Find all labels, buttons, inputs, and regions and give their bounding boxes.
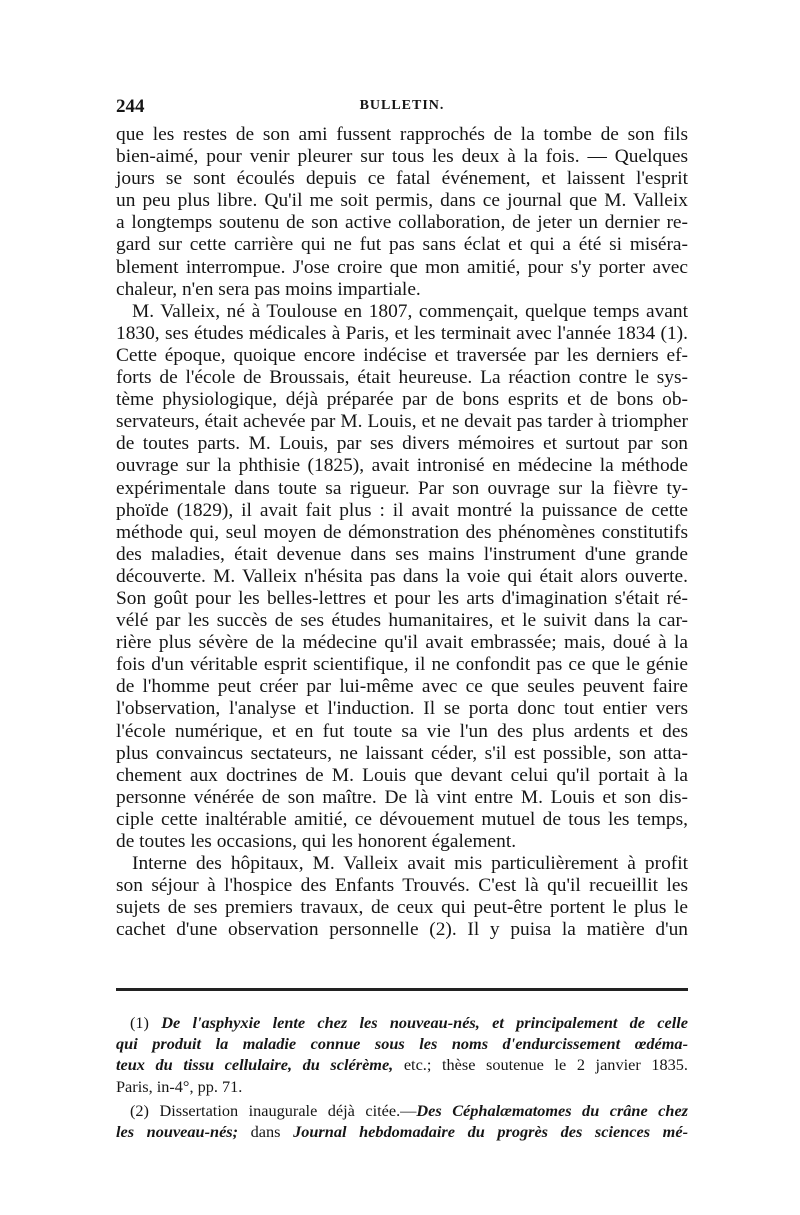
text-line: méthode qui, seul moyen de démonstration des phénomènes constitutifs bbox=[116, 521, 688, 543]
text-line: l'école numérique, et en fut toute sa vie l'un des plus ardents et des bbox=[116, 720, 688, 742]
text-line: découverte. M. Valleix n'hésita pas dans la voie qui était alors ouverte. bbox=[116, 565, 688, 587]
text-line: 1830, ses études médicales à Paris, et les terminait avec l'année 1834 (1). bbox=[116, 322, 688, 344]
footnote-1-line bbox=[116, 1054, 688, 1075]
footnote-marker: (1) bbox=[130, 1013, 149, 1032]
text-line: forts de l'école de Broussais, était heureuse. La réaction contre le sys- bbox=[116, 367, 688, 389]
footnote-italic-text: les nouveau-nés; bbox=[116, 1121, 239, 1141]
text-line: Cette époque, quoique encore indécise et traversée par les derniers ef- bbox=[116, 344, 688, 366]
text-line: de toutes les occasions, qui les honorent également. bbox=[116, 831, 517, 852]
footnotes bbox=[116, 1012, 688, 1142]
text-line: blement interrompue. J'ose croire que mon amitié, pour s'y porter avec bbox=[116, 256, 688, 278]
text-line: ouvrage sur la phthisie (1825), avait intronisé en médecine la méthode bbox=[116, 455, 688, 477]
text-line: Interne des hôpitaux, M. Valleix avait mis particulièrement à profit bbox=[132, 853, 688, 875]
text-line: chaleur, n'en sera pas moins impartiale. bbox=[116, 278, 421, 300]
text-line: rière plus sévère de la médecine qu'il avait embrassée; mais, doué à la bbox=[116, 632, 688, 654]
footnote-text: Dissertation inaugurale déjà citée.— bbox=[159, 1100, 417, 1120]
text-line: tème physiologique, déjà préparée par de bons esprits et de bons ob- bbox=[116, 389, 688, 411]
footnote-text: dans bbox=[238, 1121, 294, 1141]
footnote-italic-text: teux du tissu cellulaire, du sclérème, bbox=[116, 1055, 394, 1075]
footnote-1-line bbox=[116, 1033, 688, 1054]
text-line: de toutes parts. M. Louis, par ses divers mémoires et surtout par son bbox=[116, 433, 688, 455]
text-line: a longtemps soutenu de son active collaboration, de jeter un dernier re- bbox=[116, 212, 688, 234]
text-line: sujets de ses premiers travaux, de ceux qui peut-être portent le plus le bbox=[116, 897, 688, 919]
footnote-1-line: Paris, in-4°, pp. 71. bbox=[116, 1076, 243, 1096]
text-line: bien-aimé, pour venir pleurer sur tous les deux à la fois. — Quelques bbox=[116, 146, 688, 168]
text-line: expérimentale dans toute sa rigueur. Par son ouvrage sur la fièvre ty- bbox=[116, 477, 688, 499]
text-line: Son goût pour les belles-lettres et pour les arts d'imagination s'était ré- bbox=[116, 587, 688, 609]
text-line: chement aux doctrines de M. Louis que devant celui qu'il portait à la bbox=[116, 764, 688, 786]
text-line: servateurs, était achevée par M. Louis, et ne devait pas tarder à triompher bbox=[116, 411, 688, 433]
footnote-divider bbox=[116, 988, 688, 991]
text-line: plus convaincus sectateurs, ne laissant céder, s'il est possible, son atta- bbox=[116, 742, 688, 764]
text-line: personne vénérée de son maître. De là vint entre M. Louis et son dis- bbox=[116, 786, 688, 808]
text-line: M. Valleix, né à Toulouse en 1807, commençait, quelque temps avant bbox=[132, 300, 688, 322]
text-line: de l'homme peut créer par lui-même avec ce que seules peuvent faire bbox=[116, 676, 688, 698]
text-line: son séjour à l'hospice des Enfants Trouvés. C'est là qu'il recueillit les bbox=[116, 875, 688, 897]
text-line: un peu plus libre. Qu'il me soit permis, dans ce journal que M. Valleix bbox=[116, 190, 688, 212]
footnote-italic-text: Journal hebdomadaire du progrès des sciences mé- bbox=[293, 1121, 688, 1141]
body-text bbox=[116, 124, 688, 941]
text-line: vélé par les succès de ses études humanitaires, et le suivit dans la car- bbox=[116, 610, 688, 632]
footnote-1-line bbox=[116, 1012, 688, 1033]
footnote-marker: (2) bbox=[130, 1100, 149, 1120]
text-line: jours se sont écoulés depuis ce fatal événement, et laissent l'esprit bbox=[116, 168, 688, 190]
running-title: BULLETIN. bbox=[359, 98, 445, 113]
running-head bbox=[116, 96, 688, 120]
text-line: ciple cette inaltérable amitié, ce dévouement mutuel de tous les temps, bbox=[116, 808, 688, 830]
footnote-text: etc.; thèse soutenue le 2 janvier 1835. bbox=[393, 1055, 688, 1075]
footnote-italic-text: qui produit la maladie connue sous les noms d'endurcissement œdéma- bbox=[116, 1034, 688, 1054]
footnote-italic-text: De l'asphyxie lente chez les nouveau-nés, et principalement de celle bbox=[161, 1013, 689, 1032]
text-line: l'observation, l'analyse et l'induction. Il se porta donc tout entier vers bbox=[116, 698, 688, 720]
footnote-2-line bbox=[116, 1121, 688, 1142]
page-number: 244 bbox=[116, 96, 145, 117]
text-line: cachet d'une observation personnelle (2). Il y puisa la matière d'un bbox=[116, 919, 688, 941]
text-line: fois d'un véritable esprit scientifique, il ne confondit pas ce que le génie bbox=[116, 654, 688, 676]
text-line: gard sur cette carrière qui ne fut pas sans éclat et qui a été si miséra- bbox=[116, 234, 688, 256]
footnote-italic-text: Des Céphalæmatomes du crâne chez bbox=[416, 1100, 688, 1120]
text-line: phoïde (1829), il avait fait plus : il avait montré la puissance de cette bbox=[116, 499, 688, 521]
text-line: des maladies, était devenue dans ses mains l'instrument d'une grande bbox=[116, 543, 688, 565]
text-line: que les restes de son ami fussent rapprochés de la tombe de son fils bbox=[116, 124, 688, 145]
footnote-2-line bbox=[116, 1100, 688, 1121]
